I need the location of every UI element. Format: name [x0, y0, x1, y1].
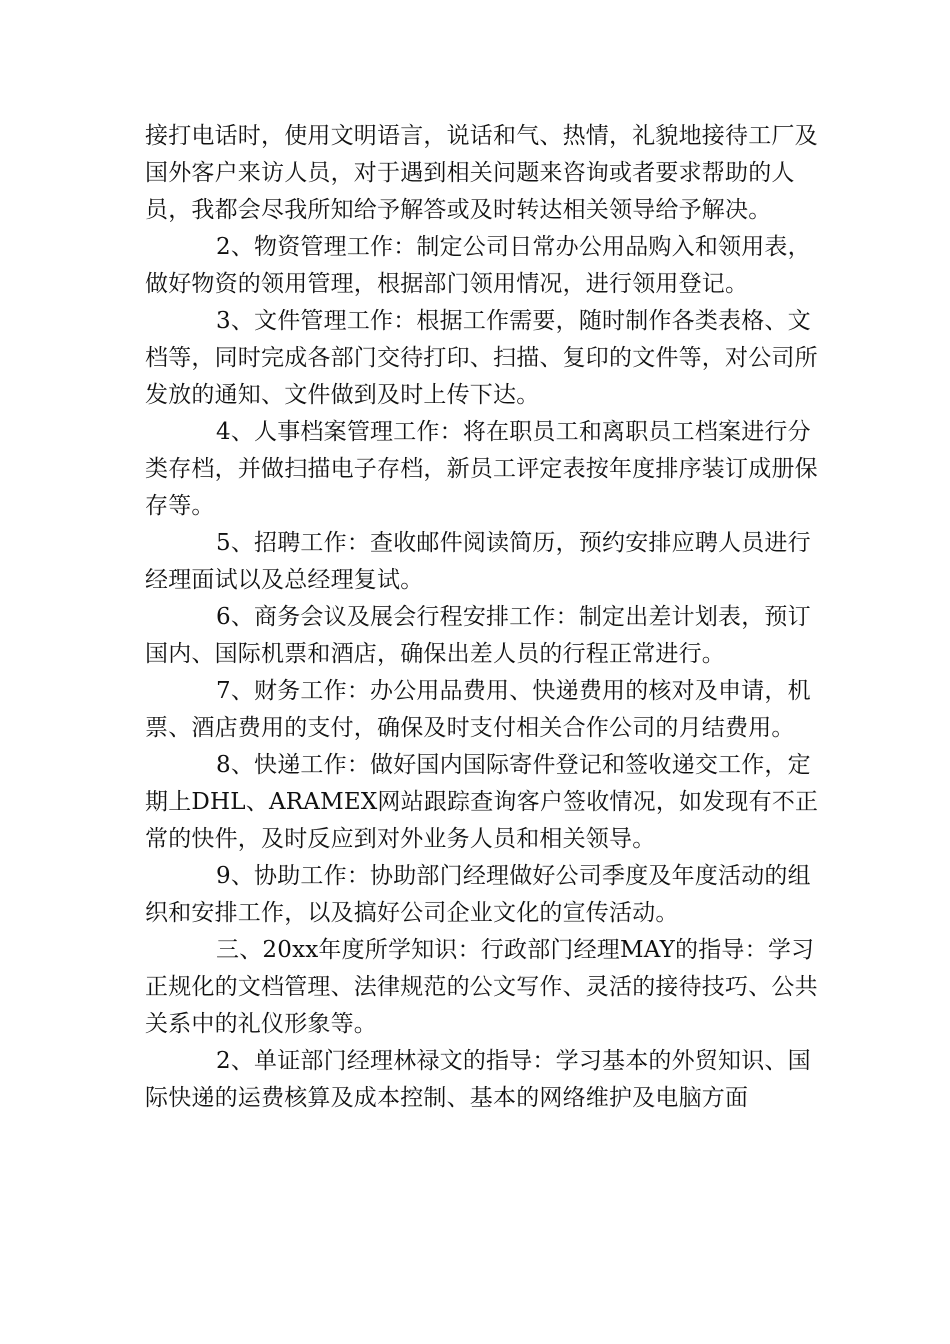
- paragraph-finance: 7、财务工作：办公用品费用、快递费用的核对及申请，机票、酒店费用的支付，确保及时支付相关合作公司的月结费用。: [145, 678, 811, 741]
- paragraph-assistance: 9、协助工作：协助部门经理做好公司季度及年度活动的组织和安排工作，以及搞好公司企业文化的宣传活动。: [145, 863, 811, 926]
- paragraph-document-management: 3、文件管理工作：根据工作需要，随时制作各类表格、文档等，同时完成各部门交待打印、扫描、复印的文件等，对公司所发放的通知、文件做到及时上传下达。: [145, 308, 818, 408]
- paragraph-reception: 接打电话时，使用文明语言，说话和气、热情，礼貌地接待工厂及国外客户来访人员，对于遇到相关问题来咨询或者要求帮助的人员，我都会尽我所知给予解答或及时转达相关领导给予解决。: [145, 123, 818, 223]
- paragraph-business-travel: 6、商务会议及展会行程安排工作：制定出差计划表，预订国内、国际机票和酒店，确保出差人员的行程正常进行。: [145, 604, 811, 667]
- paragraph-personnel-files: 4、人事档案管理工作：将在职员工和离职员工档案进行分类存档，并做扫描电子存档，新员工评定表按年度排序装订成册保存等。: [145, 419, 818, 519]
- paragraph-documentation-guidance: 2、单证部门经理林禄文的指导：学习基本的外贸知识、国际快递的运费核算及成本控制、基本的网络维护及电脑方面: [145, 1048, 811, 1111]
- paragraph-courier: 8、快递工作：做好国内国际寄件登记和签收递交工作，定期上DHL、ARAMEX网站跟踪查询客户签收情况，如发现有不正常的快件，及时反应到对外业务人员和相关领导。: [145, 752, 819, 852]
- document-body: [145, 118, 821, 1117]
- paragraph-recruitment: 5、招聘工作：查收邮件阅读简历，预约安排应聘人员进行经理面试以及总经理复试。: [145, 530, 811, 593]
- paragraph-knowledge-learned: 三、20xx年度所学知识：行政部门经理MAY的指导：学习正规化的文档管理、法律规范的公文写作、灵活的接待技巧、公共关系中的礼仪形象等。: [145, 937, 818, 1037]
- paragraph-supplies-management: 2、物资管理工作：制定公司日常办公用品购入和领用表，做好物资的领用管理，根据部门领用情况，进行领用登记。: [145, 234, 811, 297]
